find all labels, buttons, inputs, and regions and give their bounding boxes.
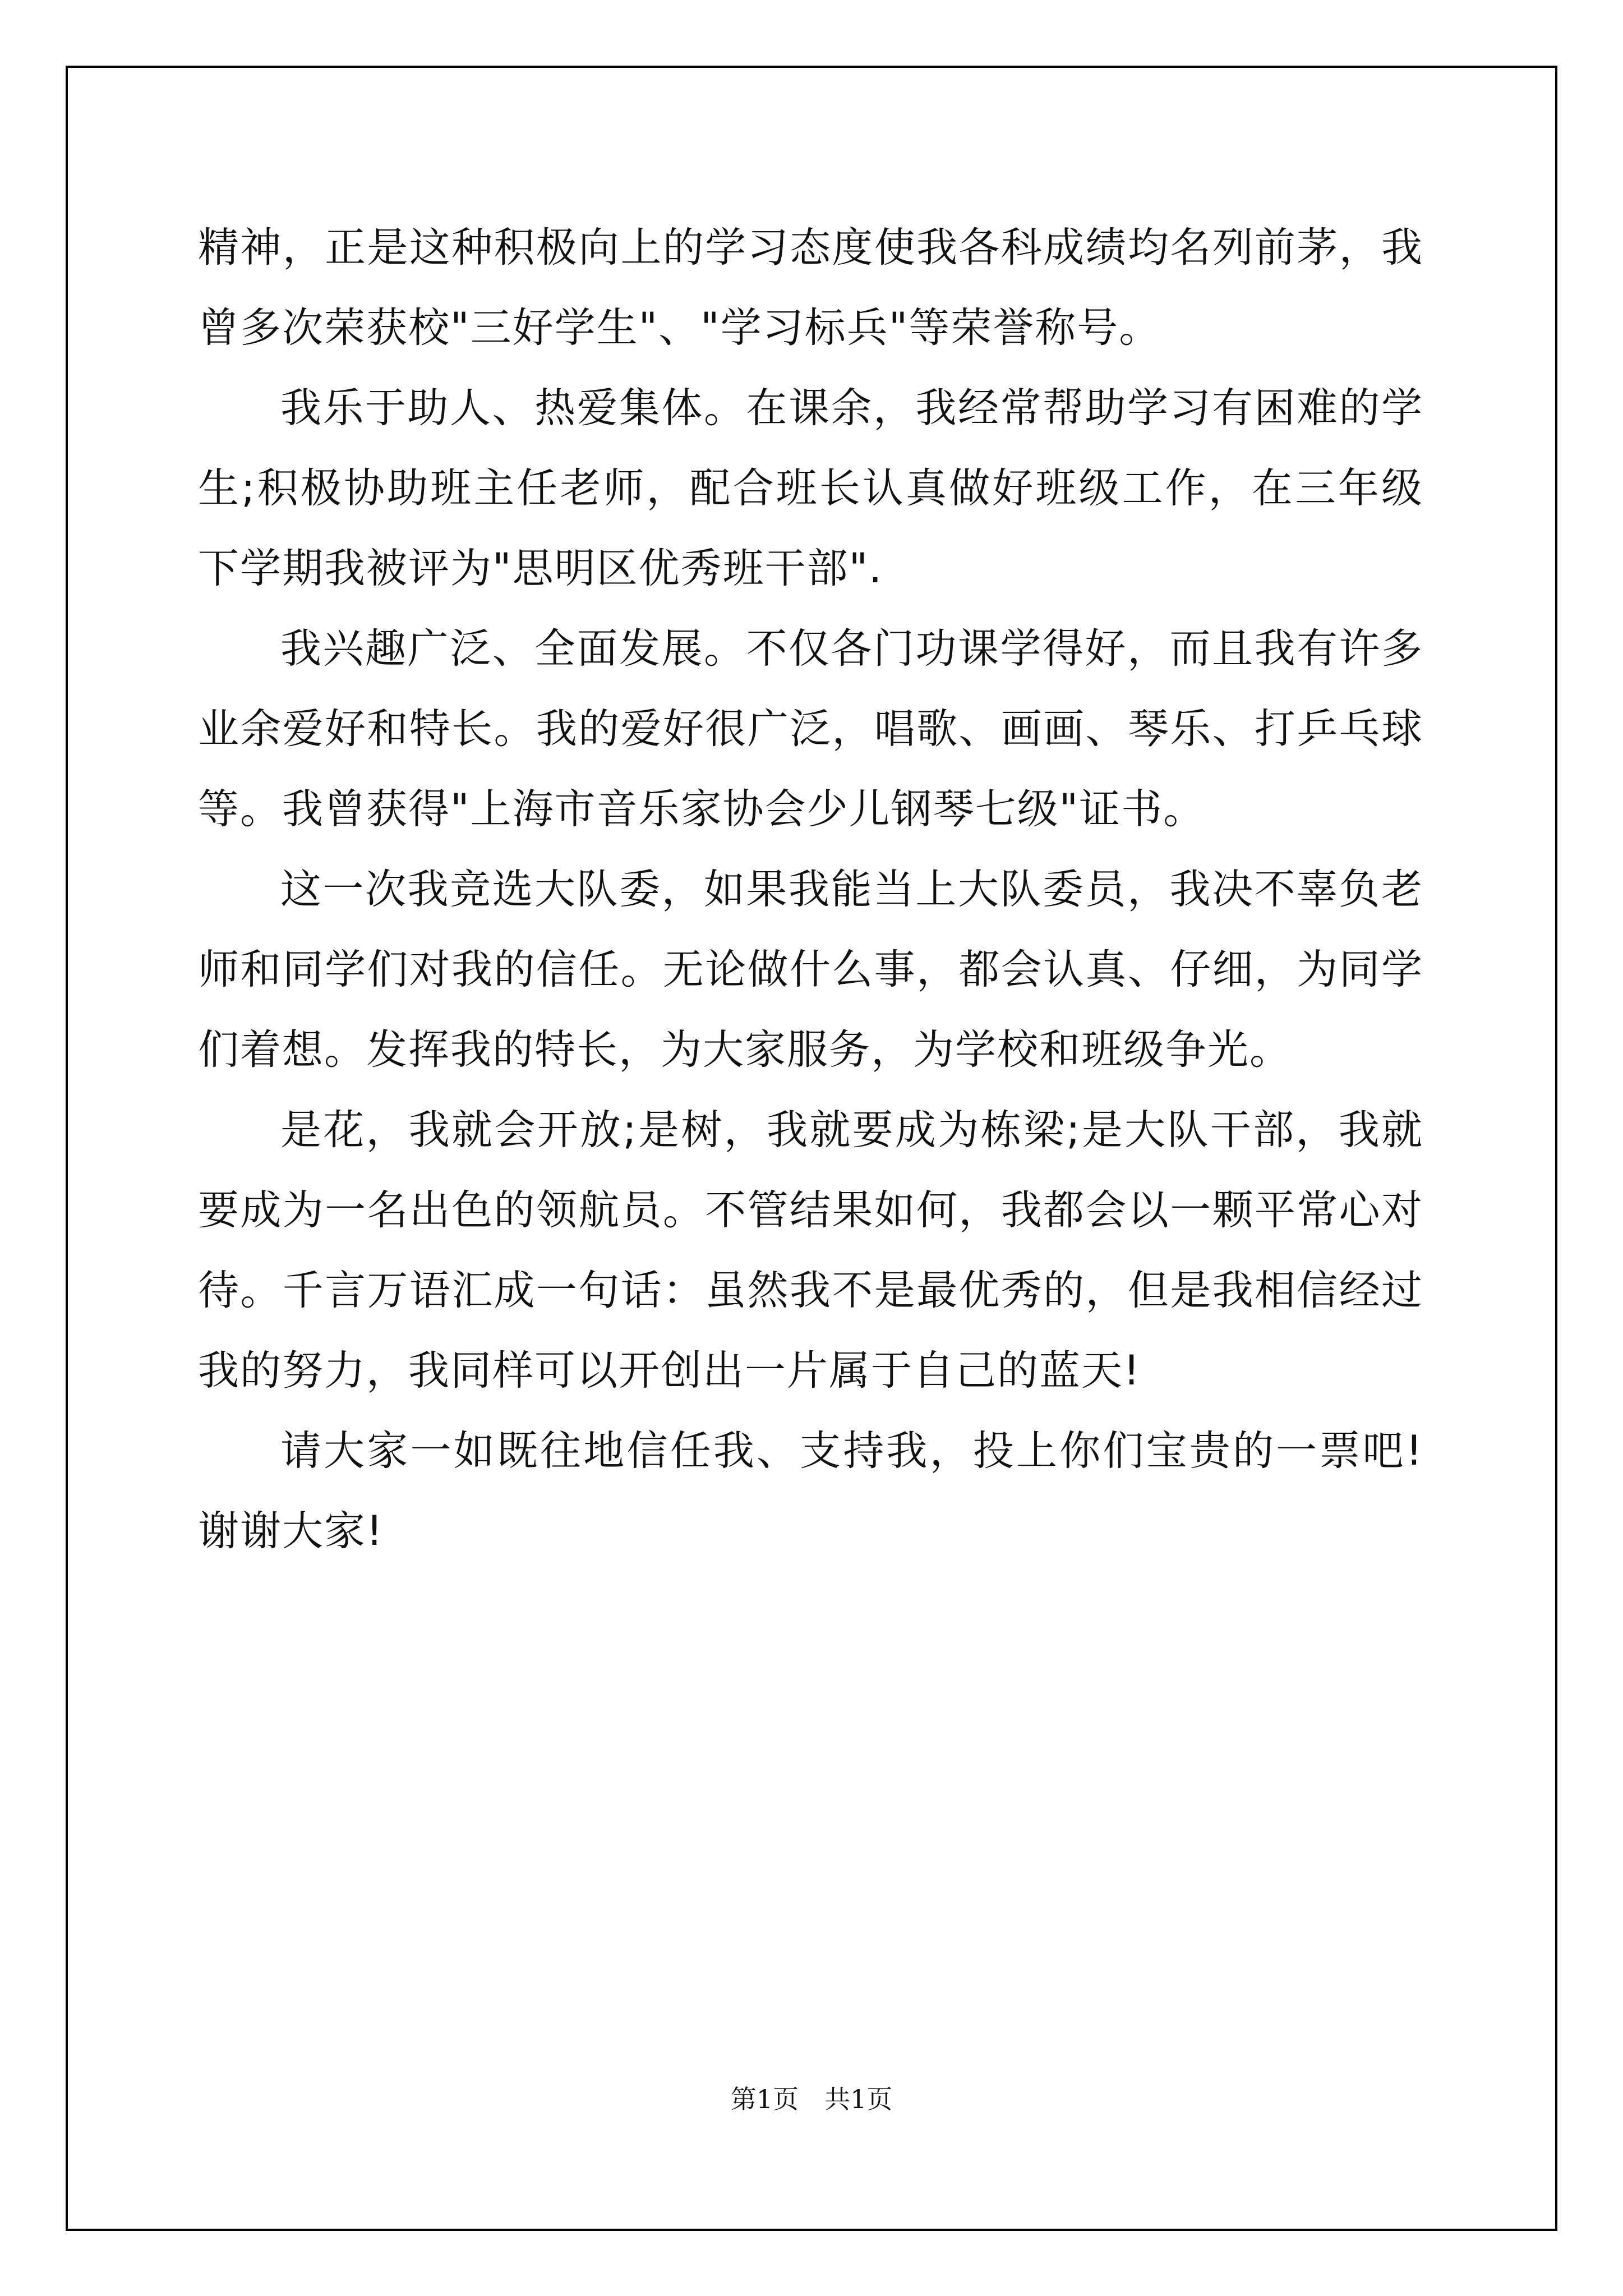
paragraph-helpfulness: 我乐于助人、热爱集体。在课余，我经常帮助学习有困难的学生;积极协助班主任老师，配合班长认真做好班级工作，在三年级下学期我被评为"思明区优秀班干部". <box>198 384 1423 592</box>
paragraph-closing: 请大家一如既往地信任我、支持我，投上你们宝贵的一票吧!谢谢大家! <box>198 1427 1423 1555</box>
page-footer <box>0 2082 1623 2116</box>
paragraph-campaign-pledge: 这一次我竞选大队委，如果我能当上大队委员，我决不辜负老师和同学们对我的信任。无论做什么事，都会认真、仔细，为同学们着想。发挥我的特长，为大家服务，为学校和班级争光。 <box>198 866 1423 1074</box>
document-body <box>198 208 1423 1571</box>
page-number-current: 第1页 <box>730 2084 799 2114</box>
paragraph-continuation: 精神，正是这种积极向上的学习态度使我各科成绩均名列前茅，我曾多次荣获校"三好学生"、"学习标兵"等荣誉称号。 <box>198 224 1423 352</box>
page-number-total: 共1页 <box>824 2084 893 2114</box>
paragraph-interests: 我兴趣广泛、全面发展。不仅各门功课学得好，而且我有许多业余爱好和特长。我的爱好很广泛，唱歌、画画、琴乐、打乒乓球等。我曾获得"上海市音乐家协会少儿钢琴七级"证书。 <box>198 625 1423 833</box>
paragraph-aspiration: 是花，我就会开放;是树，我就要成为栋梁;是大队干部，我就要成为一名出色的领航员。不管结果如何，我都会以一颗平常心对待。千言万语汇成一句话：虽然我不是最优秀的，但是我相信经过我的努力，我同样可以开创出一片属于自己的蓝天! <box>198 1106 1423 1395</box>
